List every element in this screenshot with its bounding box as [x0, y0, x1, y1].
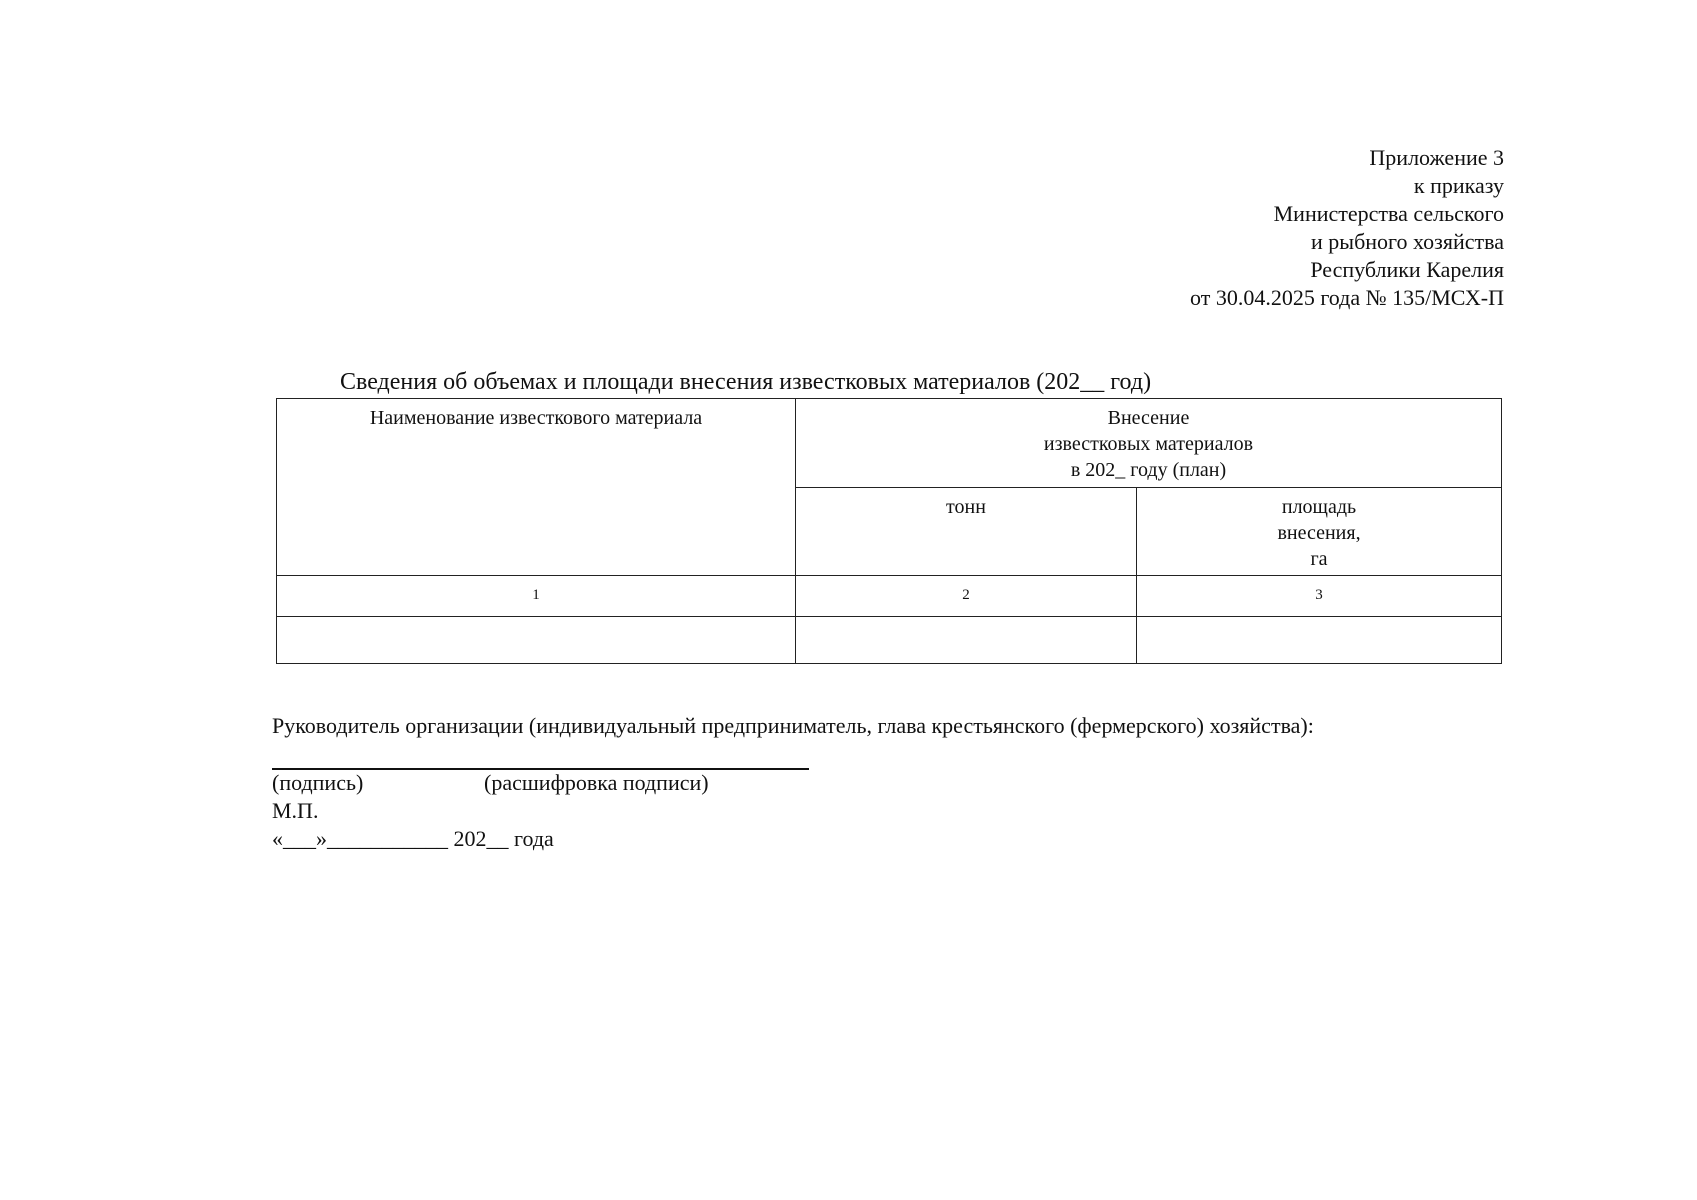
liming-materials-table: [276, 398, 1502, 664]
appendix-header: [1190, 144, 1504, 312]
table-row: [277, 617, 1502, 664]
appendix-line: и рыбного хозяйства: [1311, 229, 1504, 254]
table-cell: [796, 617, 1137, 664]
table-header-row: [277, 399, 1502, 488]
date-line: «___»___________ 202__ года: [272, 826, 554, 851]
appendix-line: Министерства сельского: [1273, 201, 1504, 226]
signature-decoding-caption: (расшифровка подписи): [484, 770, 709, 795]
header-tons: тонн: [796, 488, 1137, 576]
stamp-place: М.П.: [272, 798, 319, 823]
column-number: 3: [1137, 576, 1502, 617]
column-number: 2: [796, 576, 1137, 617]
head-of-organization-label: Руководитель организации (индивидуальный предприниматель, глава крестьянского (фермерского) хозяйства):: [272, 713, 1314, 738]
appendix-line: от 30.04.2025 года № 135/МСХ-П: [1190, 285, 1504, 310]
column-number-row: [277, 576, 1502, 617]
document-title: Сведения об объемах и площади внесения известковых материалов (202__ год): [340, 369, 1152, 395]
column-number: 1: [277, 576, 796, 617]
appendix-line: Приложение 3: [1369, 145, 1504, 170]
header-material-name: Наименование известкового материала: [277, 399, 796, 576]
header-area: площадь внесения, га: [1137, 488, 1502, 576]
table-cell: [277, 617, 796, 664]
header-application-group: Внесение известковых материалов в 202_ году (план): [796, 399, 1502, 488]
appendix-line: к приказу: [1413, 173, 1504, 198]
appendix-line: Республики Карелия: [1310, 257, 1504, 282]
table-cell: [1137, 617, 1502, 664]
signature-caption: (подпись): [272, 770, 364, 795]
